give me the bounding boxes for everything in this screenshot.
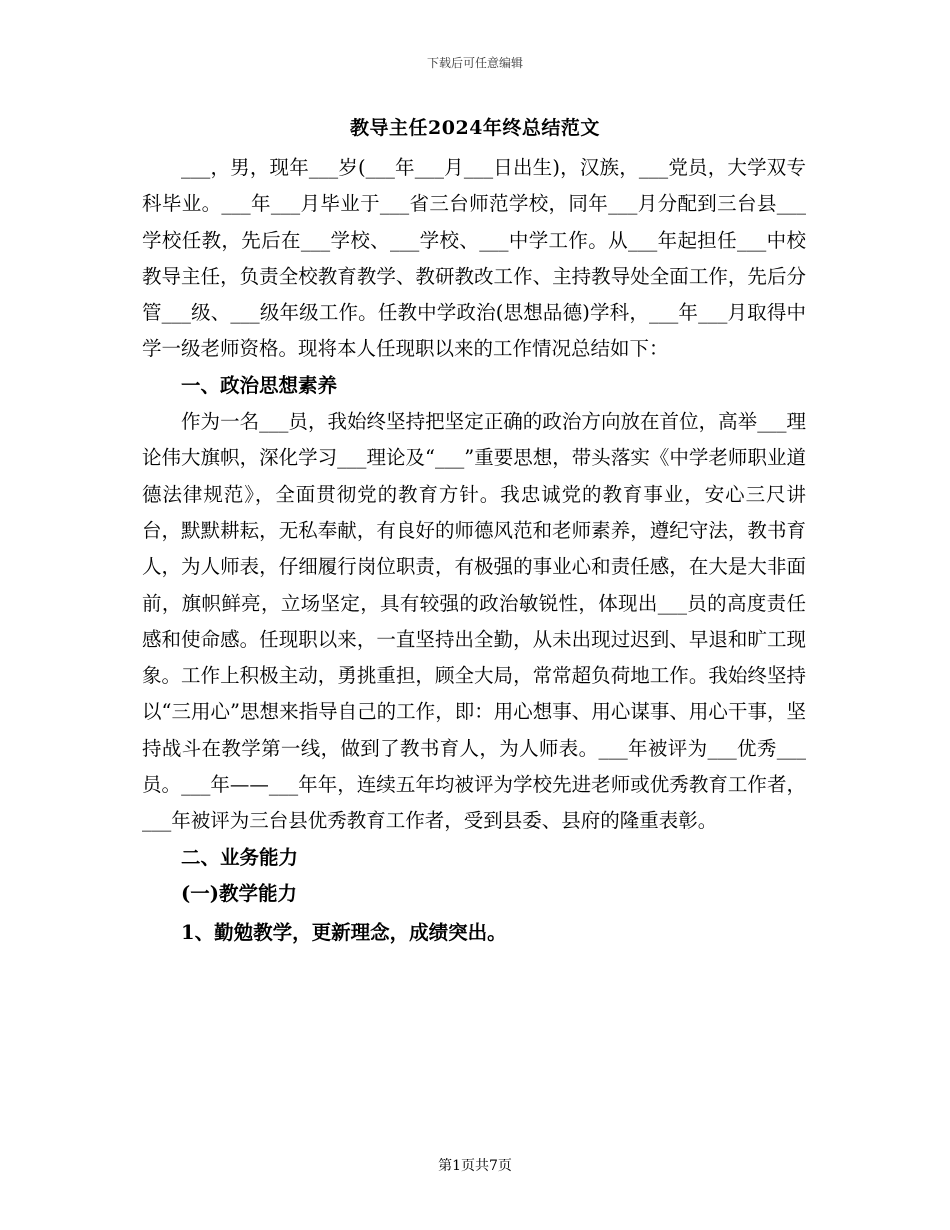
page-number: 第1页共7页 <box>438 1158 512 1174</box>
header-note: 下载后可任意编辑 <box>426 56 523 70</box>
section-heading-political: 一、政治思想素养 <box>181 373 338 397</box>
paragraph-intro: ___，男，现年___岁(___年___月___日出生)，汉族，___党员，大学双专科毕业。___年___月毕业于___省三台师范学校，同年___月分配到三台县___学校任教，先后在___学校、___学校、___中学工作。从___年起担任___中校教导主任，负责全校教育教学、教研教改工作、主持教导处全面工作，先后分管___级、___级年级工作。任教中学政治(思想品德)学科，___年___月取得中学一级老师资格。现将本人任现职以来的工作情况总结如下： <box>142 156 806 361</box>
section-heading-ability: 二、业务能力 <box>181 845 299 869</box>
document-title: 教导主任2024年终总结范文 <box>350 117 600 139</box>
paragraph-political: 作为一名___员，我始终坚持把坚定正确的政治方向放在首位，高举___理论伟大旗帜，深化学习___理论及“___”重要思想，带头落实《中学老师职业道德法律规范》，全面贯彻党的教育方针。我忠诚党的教育事业，安心三尺讲台，默默耕耘，无私奉献，有良好的师德风范和老师素养，遵纪守法，教书育人，为人师表，仔细履行岗位职责，有极强的事业心和责任感，在大是大非面前，旗帜鲜亮，立场坚定，具有较强的政治敏锐性，体现出___员的高度责任感和使命感。任现职以来，一直坚持出全勤，从未出现过迟到、早退和旷工现象。工作上积极主动，勇挑重担，顾全大局，常常超负荷地工作。我始终坚持以“三用心”思想来指导自己的工作，即：用心想事、用心谋事、用心干事，坚持战斗在教学第一线，做到了教书育人，为人师表。___年被评为___优秀___员。___年——___年年，连续五年均被评为学校先进老师或优秀教育工作者，___年被评为三台县优秀教育工作者，受到县委、县府的隆重表彰。 <box>142 410 806 833</box>
document-body <box>142 150 806 953</box>
item-heading-diligent: 1、勤勉教学，更新理念，成绩突出。 <box>181 921 507 945</box>
subsection-heading-teaching: (一)教学能力 <box>181 881 297 905</box>
